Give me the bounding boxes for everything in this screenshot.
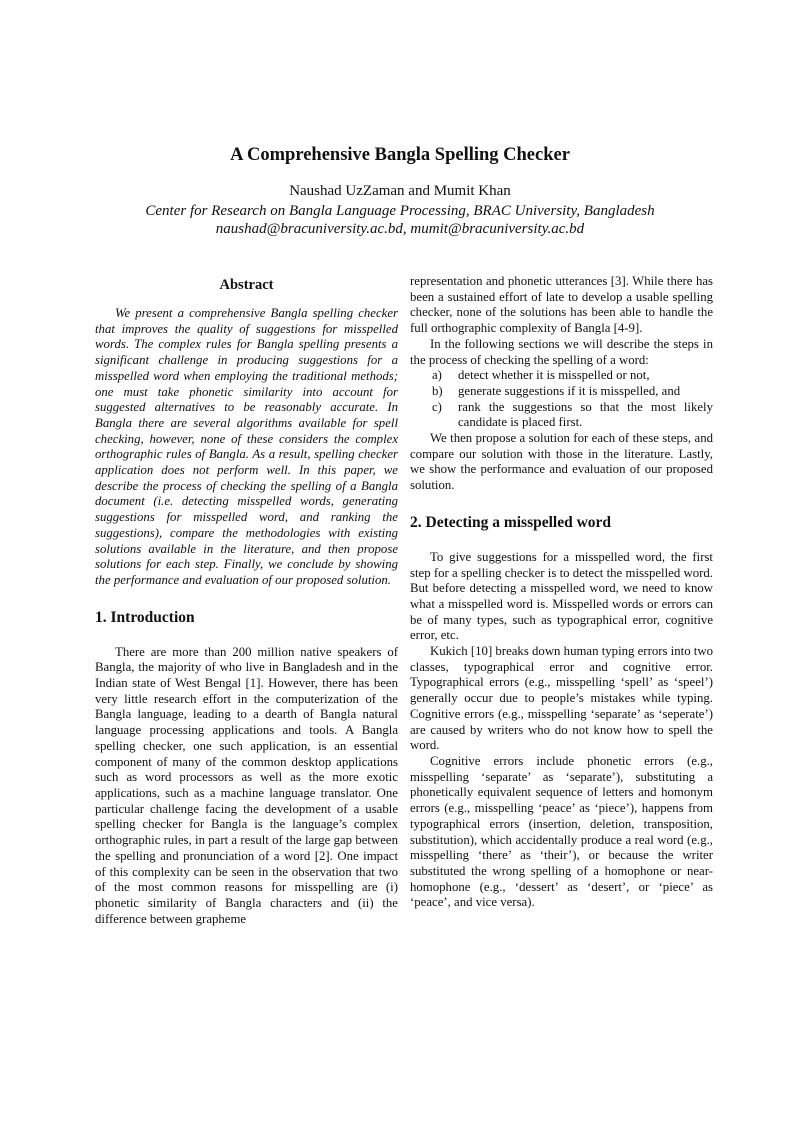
list-item-text: generate suggestions if it is misspelled, and — [458, 383, 681, 398]
intro-paragraph-3: We then propose a solution for each of these steps, and compare our solution with those in the literature. Lastly, we show the performance and evaluation of our proposed solution. — [410, 431, 713, 493]
list-marker: a) — [432, 368, 442, 383]
intro-paragraph-1: There are more than 200 million native speakers of Bangla, the majority of who live in Bangladesh and in the Indian state of West Bengal [1]. However, there has been very little research effort in the computerization of the Bangla language, leading to a dearth of Bangla natural language processing applications and tools. A Bangla spelling checker, one such application, is an essential component of many of the common desktop applications such as word processors as well as the more exotic applications, such as a machine language translator. One particular challenge facing the development of a usable spelling checker for Bangla is the language’s complex orthographic rules, in part a result of the large gap between the spelling and pronunciation of a word [2]. One impact of this complexity can be seen in the observation that two of the most common reasons for misspelling are (i) phonetic similarity of Bangla characters and (ii) the difference between grapheme — [95, 644, 398, 926]
author-affiliation: Center for Research on Bangla Language Processing, BRAC University, Bangladesh — [145, 203, 655, 219]
list-item — [410, 384, 713, 400]
section-heading-detecting: 2. Detecting a misspelled word — [410, 513, 612, 531]
left-column — [95, 276, 398, 927]
paper-title: A Comprehensive Bangla Spelling Checker — [230, 145, 570, 165]
author-names: Naushad UzZaman and Mumit Khan — [289, 183, 511, 199]
list-item-text: detect whether it is misspelled or not, — [458, 368, 650, 383]
list-item-text: rank the suggestions so that the most likely candidate is placed first. — [458, 399, 713, 430]
list-marker: c) — [432, 399, 442, 414]
section-heading-introduction: 1. Introduction — [95, 608, 195, 626]
list-marker: b) — [432, 383, 443, 398]
abstract-text: We present a comprehensive Bangla spelling checker that improves the quality of suggestions for misspelled words. The complex rules for Bangla spelling presents a significant challenge in producing suggestions for a misspelled word when employing the traditional methods; one must take phonetic similarity into account for suggested alternatives to be reasonably accurate. In Bangla there are several algorithms available for spell checking, however, none of these considers the complex orthographic rules of Bangla. As a result, spelling checker application does not perform well. In this paper, we describe the process of checking the spelling of a Bangla document (i.e. detecting misspelled words, generating suggestions for misspelled word, and ranking the suggestions), compare the methodologies with existing solutions available in the literature, and then propose solutions for each step. Finally, we conclude by showing the performance and evaluation of our proposed solution. — [95, 306, 398, 587]
section2-paragraph-1: To give suggestions for a misspelled word, the first step for a spelling checker is to detect the misspelled word. But before detecting a misspelled word, we need to know what a misspelled word is. Misspelled words or errors can be of many types, such as typographical error, cognitive error, etc. — [410, 549, 713, 643]
list-item — [410, 368, 713, 384]
steps-list — [410, 368, 713, 431]
intro-paragraph-2: In the following sections we will describe the steps in the process of checking the spelling of a word: — [410, 336, 713, 367]
section2-paragraph-2: Kukich [10] breaks down human typing errors into two classes, typographical error and cognitive error. Typographical errors (e.g., misspelling ‘spell’ as ‘speel’) generally occur due to people’s mistakes while typing. Cognitive errors (e.g., misspelling ‘separate’ as ‘seperate’) are caused by writers who do not know how to spell the word. — [410, 644, 713, 753]
author-emails: naushad@bracuniversity.ac.bd, mumit@bracuniversity.ac.bd — [215, 221, 585, 237]
list-item — [410, 400, 713, 431]
abstract-heading: Abstract — [219, 277, 274, 293]
intro-paragraph-1-continued: representation and phonetic utterances [3]. While there has been a sustained effort of late to develop a usable spelling checker, none of the solutions has been able to handle the full orthographic complexity of Bangla [4-9]. — [410, 274, 713, 336]
right-column — [410, 274, 713, 911]
section2-paragraph-3: Cognitive errors include phonetic errors (e.g., misspelling ‘separate’ as ‘separate’), substituting a phonetically equivalent sequence of letters and homonym errors (e.g., misspelling ‘peace’ as ‘piece’), happens from typographical errors (insertion, deletion, transposition, substitution), which accidentally produce a real word (e.g., misspelling ‘there’ as ‘their’), or because the writer substituted the wrong spelling of a homophone or near-homophone (e.g., ‘dessert’ as ‘desert’, or ‘piece’ as ‘peace’, and vice versa). — [410, 753, 713, 910]
